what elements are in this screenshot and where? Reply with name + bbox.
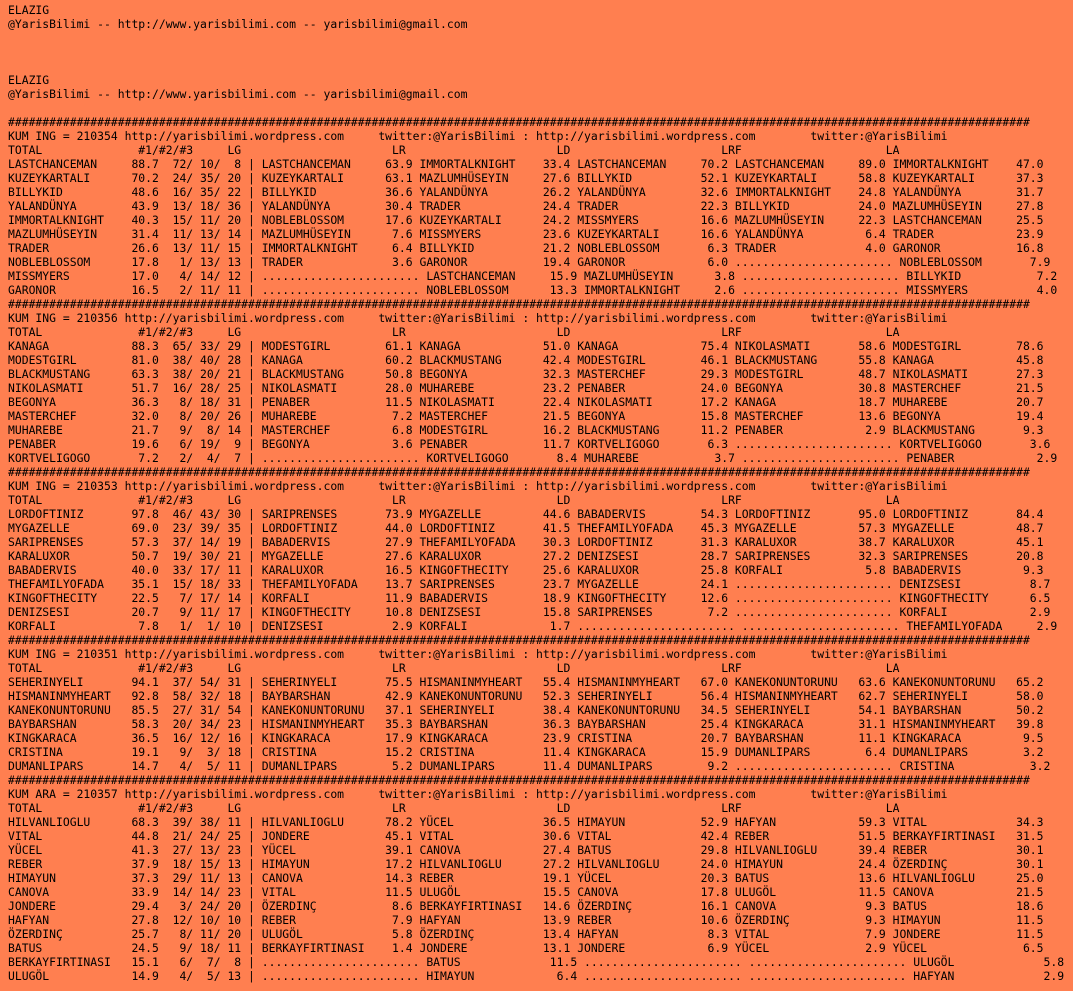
result-row: REBER 37.9 18/ 15/ 13 | HIMAYUN 17.2 HILVANLIOGLU 27.2 HILVANLIOGLU 24.0 HIMAYUN 24.4 ÖZERDINÇ 30.1 xyxy=(8,857,1044,871)
contact-line: @YarisBilimi -- http://www.yarisbilimi.com -- yarisbilimi@gmail.com xyxy=(8,17,468,31)
blank-line xyxy=(8,101,1073,115)
result-row: IMMORTALKNIGHT 40.3 15/ 11/ 20 | NOBLEBLOSSOM 17.6 KUZEYKARTALI 24.2 MISSMYERS 16.6 MAZLUMHÜSEYIN 22.3 LASTCHANCEMAN 25.5 xyxy=(8,213,1044,227)
result-row: GARONOR 16.5 2/ 11/ 11 | ....................... NOBLEBLOSSOM 13.3 IMMORTALKNIGHT 2.6 ....................... MISSMYERS 4.0 xyxy=(8,283,1058,297)
result-row: DUMANLIPARS 14.7 4/ 5/ 11 | DUMANLIPARS 5.2 DUMANLIPARS 11.4 DUMANLIPARS 9.2 ....................... CRISTINA 3.2 xyxy=(8,759,1051,773)
result-row: BERKAYFIRTINASI 15.1 6/ 7/ 8 | ....................... BATUS 11.5 ....................... ....................... ULUGÖL 5.8 xyxy=(8,955,1065,969)
result-row: BLACKMUSTANG 63.3 38/ 20/ 21 | BLACKMUSTANG 50.8 BEGONYA 32.3 MASTERCHEF 29.3 MODESTGIRL 48.7 NIKOLASMATI 27.3 xyxy=(8,367,1044,381)
result-row: NIKOLASMATI 51.7 16/ 28/ 25 | NIKOLASMATI 28.0 MUHAREBE 23.2 PENABER 24.0 BEGONYA 30.8 MASTERCHEF 21.5 xyxy=(8,381,1044,395)
result-row: LASTCHANCEMAN 88.7 72/ 10/ 8 | LASTCHANCEMAN 63.9 IMMORTALKNIGHT 33.4 LASTCHANCEMAN 70.2 LASTCHANCEMAN 89.0 IMMORTALKNIGHT 47.0 xyxy=(8,157,1044,171)
column-header-line: TOTAL #1/#2/#3 LG LR LD LRF LA xyxy=(8,801,900,815)
result-row: BABADERVIS 40.0 33/ 17/ 11 | KARALUXOR 16.5 KINGOFTHECITY 25.6 KARALUXOR 25.8 KORFALI 5.8 BABADERVIS 9.3 xyxy=(8,563,1044,577)
result-row: BAYBARSHAN 58.3 20/ 34/ 23 | HISMANINMYHEART 35.3 BAYBARSHAN 36.3 BAYBARSHAN 25.4 KINGKARACA 31.1 HISMANINMYHEART 39.8 xyxy=(8,717,1044,731)
result-row: ULUGÖL 14.9 4/ 5/ 13 | ....................... HIMAYUN 6.4 ....................... ....................... HAFYAN 2.9 xyxy=(8,969,1065,983)
result-row: KORTVELIGOGO 7.2 2/ 4/ 7 | ....................... KORTVELIGOGO 8.4 MUHAREBE 3.7 ....................... PENABER 2.9 xyxy=(8,451,1058,465)
column-header-line: TOTAL #1/#2/#3 LG LR LD LRF LA xyxy=(8,661,900,675)
separator-line: ##################################################################################################################################################### xyxy=(8,465,1030,479)
blank-line xyxy=(8,31,1073,45)
result-row: HIMAYUN 37.3 29/ 11/ 13 | CANOVA 14.3 REBER 19.1 YÜCEL 20.3 BATUS 13.6 HILVANLIOGLU 25.0 xyxy=(8,871,1044,885)
page-title: ELAZIG xyxy=(8,73,50,87)
result-row: HISMANINMYHEART 92.8 58/ 32/ 18 | BAYBARSHAN 42.9 KANEKONUNTORUNU 52.3 SEHERINYELI 56.4 HISMANINMYHEART 62.7 SEHERINYELI 58.0 xyxy=(8,689,1044,703)
result-row: NOBLEBLOSSOM 17.8 1/ 13/ 13 | TRADER 3.6 GARONOR 19.4 GARONOR 6.0 ....................... NOBLEBLOSSOM 7.9 xyxy=(8,255,1051,269)
result-row: YÜCEL 41.3 27/ 13/ 23 | YÜCEL 39.1 CANOVA 27.4 BATUS 29.8 HILVANLIOGLU 39.4 REBER 30.1 xyxy=(8,843,1044,857)
column-header-line: TOTAL #1/#2/#3 LG LR LD LRF LA xyxy=(8,325,900,339)
result-row: SARIPRENSES 57.3 37/ 14/ 19 | BABADERVIS 27.9 THEFAMILYOFADA 30.3 LORDOFTINIZ 31.3 KARALUXOR 38.7 KARALUXOR 45.1 xyxy=(8,535,1044,549)
result-row: MODESTGIRL 81.0 38/ 40/ 28 | KANAGA 60.2 BLACKMUSTANG 42.4 MODESTGIRL 46.1 BLACKMUSTANG 55.8 KANAGA 45.8 xyxy=(8,353,1044,367)
result-row: CRISTINA 19.1 9/ 3/ 18 | CRISTINA 15.2 CRISTINA 11.4 KINGKARACA 15.9 DUMANLIPARS 6.4 DUMANLIPARS 3.2 xyxy=(8,745,1044,759)
race-header-line: KUM ING = 210354 http://yarisbilimi.wordpress.com twitter:@YarisBilimi : http://yarisbilimi.wordpress.com twitter:@YarisBilimi xyxy=(8,129,948,143)
result-row: ÖZERDINÇ 25.7 8/ 11/ 20 | ULUGÖL 5.8 ÖZERDINÇ 13.4 HAFYAN 8.3 VITAL 7.9 JONDERE 11.5 xyxy=(8,927,1044,941)
result-row: BEGONYA 36.3 8/ 18/ 31 | PENABER 11.5 NIKOLASMATI 22.4 NIKOLASMATI 17.2 KANAGA 18.7 MUHAREBE 20.7 xyxy=(8,395,1044,409)
column-header-line: TOTAL #1/#2/#3 LG LR LD LRF LA xyxy=(8,493,900,507)
result-row: MYGAZELLE 69.0 23/ 39/ 35 | LORDOFTINIZ 44.0 LORDOFTINIZ 41.5 THEFAMILYOFADA 45.3 MYGAZELLE 57.3 MYGAZELLE 48.7 xyxy=(8,521,1044,535)
result-row: BILLYKID 48.6 16/ 35/ 22 | BILLYKID 36.6 YALANDÜNYA 26.2 YALANDÜNYA 32.6 IMMORTALKNIGHT 24.8 YALANDÜNYA 31.7 xyxy=(8,185,1044,199)
result-row: MISSMYERS 17.0 4/ 14/ 12 | ....................... LASTCHANCEMAN 15.9 MAZLUMHÜSEYIN 3.8 ....................... BILLYKID 7.2 xyxy=(8,269,1058,283)
result-row: JONDERE 29.4 3/ 24/ 20 | ÖZERDINÇ 8.6 BERKAYFIRTINASI 14.6 ÖZERDINÇ 16.1 CANOVA 9.3 BATUS 18.6 xyxy=(8,899,1044,913)
result-row: THEFAMILYOFADA 35.1 15/ 18/ 33 | THEFAMILYOFADA 13.7 SARIPRENSES 23.7 MYGAZELLE 24.1 ....................... DENIZSESI 8.7 xyxy=(8,577,1051,591)
result-row: MASTERCHEF 32.0 8/ 20/ 26 | MUHAREBE 7.2 MASTERCHEF 21.5 BEGONYA 15.8 MASTERCHEF 13.6 BEGONYA 19.4 xyxy=(8,409,1044,423)
result-row: YALANDÜNYA 43.9 13/ 18/ 36 | YALANDÜNYA 30.4 TRADER 24.4 TRADER 22.3 BILLYKID 24.0 MAZLUMHÜSEYIN 27.8 xyxy=(8,199,1044,213)
result-row: DENIZSESI 20.7 9/ 11/ 17 | KINGOFTHECITY 10.8 DENIZSESI 15.8 SARIPRENSES 7.2 ....................... KORFALI 2.9 xyxy=(8,605,1051,619)
race-header-line: KUM ING = 210351 http://yarisbilimi.wordpress.com twitter:@YarisBilimi : http://yarisbilimi.wordpress.com twitter:@YarisBilimi xyxy=(8,647,948,661)
contact-line: @YarisBilimi -- http://www.yarisbilimi.com -- yarisbilimi@gmail.com xyxy=(8,87,468,101)
blank-line xyxy=(8,59,1073,73)
result-row: SEHERINYELI 94.1 37/ 54/ 31 | SEHERINYELI 75.5 HISMANINMYHEART 55.4 HISMANINMYHEART 67.0 KANEKONUNTORUNU 63.6 KANEKONUNTORUNU 65.2 xyxy=(8,675,1044,689)
result-row: KANAGA 88.3 65/ 33/ 29 | MODESTGIRL 61.1 KANAGA 51.0 KANAGA 75.4 NIKOLASMATI 58.6 MODESTGIRL 78.6 xyxy=(8,339,1044,353)
result-row: BATUS 24.5 9/ 18/ 11 | BERKAYFIRTINASI 1.4 JONDERE 13.1 JONDERE 6.9 YÜCEL 2.9 YÜCEL 6.5 xyxy=(8,941,1044,955)
blank-line xyxy=(8,45,1073,59)
race-header-line: KUM ING = 210356 http://yarisbilimi.wordpress.com twitter:@YarisBilimi : http://yarisbilimi.wordpress.com twitter:@YarisBilimi xyxy=(8,311,948,325)
page-title: ELAZIG xyxy=(8,3,50,17)
result-row: TRADER 26.6 13/ 11/ 15 | IMMORTALKNIGHT 6.4 BILLYKID 21.2 NOBLEBLOSSOM 6.3 TRADER 4.0 GARONOR 16.8 xyxy=(8,241,1044,255)
result-row: KORFALI 7.8 1/ 1/ 10 | DENIZSESI 2.9 KORFALI 1.7 ....................... ....................... THEFAMILYOFADA 2.9 xyxy=(8,619,1058,633)
result-row: KANEKONUNTORUNU 85.5 27/ 31/ 54 | KANEKONUNTORUNU 37.1 SEHERINYELI 38.4 KANEKONUNTORUNU 34.5 SEHERINYELI 54.1 BAYBARSHAN 50.2 xyxy=(8,703,1044,717)
result-row: CANOVA 33.9 14/ 14/ 23 | VITAL 11.5 ULUGÖL 15.5 CANOVA 17.8 ULUGÖL 11.5 CANOVA 21.5 xyxy=(8,885,1044,899)
race-header-line: KUM ING = 210353 http://yarisbilimi.wordpress.com twitter:@YarisBilimi : http://yarisbilimi.wordpress.com twitter:@YarisBilimi xyxy=(8,479,948,493)
result-row: MUHAREBE 21.7 9/ 8/ 14 | MASTERCHEF 6.8 MODESTGIRL 16.2 BLACKMUSTANG 11.2 PENABER 2.9 BLACKMUSTANG 9.3 xyxy=(8,423,1044,437)
result-row: VITAL 44.8 21/ 24/ 25 | JONDERE 45.1 VITAL 30.6 VITAL 42.4 REBER 51.5 BERKAYFIRTINASI 31.5 xyxy=(8,829,1044,843)
separator-line: ##################################################################################################################################################### xyxy=(8,633,1030,647)
result-row: KINGOFTHECITY 22.5 7/ 17/ 14 | KORFALI 11.9 BABADERVIS 18.9 KINGOFTHECITY 12.6 ....................... KINGOFTHECITY 6.5 xyxy=(8,591,1051,605)
separator-line: ##################################################################################################################################################### xyxy=(8,115,1030,129)
result-row: HILVANLIOGLU 68.3 39/ 38/ 11 | HILVANLIOGLU 78.2 YÜCEL 36.5 HIMAYUN 52.9 HAFYAN 59.3 VITAL 34.3 xyxy=(8,815,1044,829)
result-row: PENABER 19.6 6/ 19/ 9 | BEGONYA 3.6 PENABER 11.7 KORTVELIGOGO 6.3 ....................... KORTVELIGOGO 3.6 xyxy=(8,437,1051,451)
result-row: KARALUXOR 50.7 19/ 30/ 21 | MYGAZELLE 27.6 KARALUXOR 27.2 DENIZSESI 28.7 SARIPRENSES 32.3 SARIPRENSES 20.8 xyxy=(8,549,1044,563)
separator-line: ##################################################################################################################################################### xyxy=(8,297,1030,311)
race-header-line: KUM ARA = 210357 http://yarisbilimi.wordpress.com twitter:@YarisBilimi : http://yarisbilimi.wordpress.com twitter:@YarisBilimi xyxy=(8,787,948,801)
result-row: KINGKARACA 36.5 16/ 12/ 16 | KINGKARACA 17.9 KINGKARACA 23.9 CRISTINA 20.7 BAYBARSHAN 11.1 KINGKARACA 9.5 xyxy=(8,731,1044,745)
result-row: LORDOFTINIZ 97.8 46/ 43/ 30 | SARIPRENSES 73.9 MYGAZELLE 44.6 BABADERVIS 54.3 LORDOFTINIZ 95.0 LORDOFTINIZ 84.4 xyxy=(8,507,1044,521)
result-row: MAZLUMHÜSEYIN 31.4 11/ 13/ 14 | MAZLUMHÜSEYIN 7.6 MISSMYERS 23.6 KUZEYKARTALI 16.6 YALANDÜNYA 6.4 TRADER 23.9 xyxy=(8,227,1044,241)
result-row: KUZEYKARTALI 70.2 24/ 35/ 20 | KUZEYKARTALI 63.1 MAZLUMHÜSEYIN 27.6 BILLYKID 52.1 KUZEYKARTALI 58.8 KUZEYKARTALI 37.3 xyxy=(8,171,1044,185)
result-row: HAFYAN 27.8 12/ 10/ 10 | REBER 7.9 HAFYAN 13.9 REBER 10.6 ÖZERDINÇ 9.3 HIMAYUN 11.5 xyxy=(8,913,1044,927)
separator-line: ##################################################################################################################################################### xyxy=(8,773,1030,787)
column-header-line: TOTAL #1/#2/#3 LG LR LD LRF LA xyxy=(8,143,900,157)
